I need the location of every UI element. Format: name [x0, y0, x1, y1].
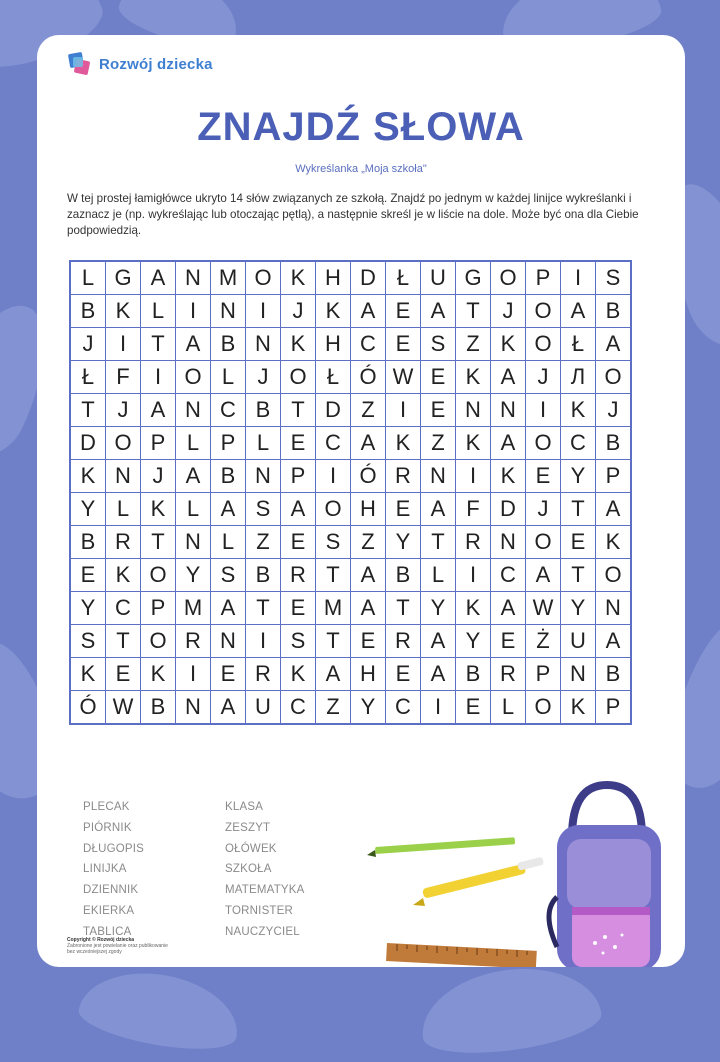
- word-list-item: PLECAK: [83, 801, 130, 813]
- grid-cell[interactable]: T: [561, 493, 596, 526]
- grid-cell[interactable]: A: [176, 460, 211, 493]
- grid-cell[interactable]: B: [246, 394, 281, 427]
- grid-cell[interactable]: A: [316, 658, 351, 691]
- grid-cell[interactable]: A: [526, 559, 561, 592]
- grid-cell[interactable]: B: [70, 526, 106, 559]
- pen-icon: [413, 857, 544, 906]
- grid-cell[interactable]: Z: [316, 691, 351, 725]
- grid-cell[interactable]: L: [70, 261, 106, 295]
- grid-cell[interactable]: O: [491, 261, 526, 295]
- footer-line-1: Copyright © Rozwój dziecka: [67, 937, 135, 943]
- grid-cell[interactable]: Ó: [70, 691, 106, 725]
- grid-cell[interactable]: K: [70, 658, 106, 691]
- grid-cell[interactable]: R: [386, 460, 421, 493]
- grid-cell[interactable]: E: [491, 625, 526, 658]
- grid-cell[interactable]: O: [526, 526, 561, 559]
- grid-cell[interactable]: O: [106, 427, 141, 460]
- grid-row: [70, 526, 631, 559]
- grid-cell[interactable]: N: [176, 394, 211, 427]
- grid-cell[interactable]: I: [456, 559, 491, 592]
- grid-cell[interactable]: P: [526, 658, 561, 691]
- grid-cell[interactable]: S: [281, 625, 316, 658]
- grid-cell[interactable]: J: [246, 361, 281, 394]
- grid-cell[interactable]: A: [351, 592, 386, 625]
- grid-cell[interactable]: B: [70, 295, 106, 328]
- grid-cell[interactable]: P: [526, 261, 561, 295]
- grid-cell[interactable]: R: [456, 526, 491, 559]
- grid-cell[interactable]: K: [456, 592, 491, 625]
- grid-cell[interactable]: A: [351, 295, 386, 328]
- grid-cell[interactable]: L: [141, 295, 176, 328]
- grid-cell[interactable]: A: [421, 295, 456, 328]
- grid-cell[interactable]: K: [141, 658, 176, 691]
- grid-cell[interactable]: C: [211, 394, 246, 427]
- grid-cell[interactable]: N: [211, 295, 246, 328]
- grid-cell[interactable]: Ł: [70, 361, 106, 394]
- logo-icon: [67, 51, 93, 77]
- grid-cell[interactable]: J: [281, 295, 316, 328]
- word-list-item: TORNISTER: [225, 904, 294, 917]
- grid-cell[interactable]: L: [211, 526, 246, 559]
- grid-cell[interactable]: E: [70, 559, 106, 592]
- grid-cell[interactable]: O: [526, 691, 561, 725]
- grid-row: [70, 427, 631, 460]
- grid-cell[interactable]: N: [211, 625, 246, 658]
- grid-cell[interactable]: K: [281, 328, 316, 361]
- word-list-item: MATEMATYKA: [225, 884, 305, 897]
- grid-cell[interactable]: L: [246, 427, 281, 460]
- grid-cell[interactable]: J: [106, 394, 141, 427]
- grid-cell[interactable]: N: [246, 460, 281, 493]
- grid-cell[interactable]: B: [211, 460, 246, 493]
- grid-cell[interactable]: W: [386, 361, 421, 394]
- grid-cell[interactable]: N: [491, 526, 526, 559]
- grid-cell[interactable]: A: [141, 261, 176, 295]
- grid-cell[interactable]: T: [141, 328, 176, 361]
- grid-cell[interactable]: I: [141, 361, 176, 394]
- grid-cell[interactable]: B: [386, 559, 421, 592]
- logo-text: Rozwój dziecka: [99, 55, 213, 73]
- grid-row: [70, 460, 631, 493]
- grid-cell[interactable]: F: [456, 493, 491, 526]
- worksheet-page: [37, 35, 685, 967]
- grid-cell[interactable]: E: [526, 460, 561, 493]
- grid-cell[interactable]: A: [596, 328, 632, 361]
- grid-cell[interactable]: A: [421, 493, 456, 526]
- grid-cell[interactable]: S: [246, 493, 281, 526]
- grid-cell[interactable]: B: [246, 559, 281, 592]
- grid-cell[interactable]: D: [491, 493, 526, 526]
- grid-row: [70, 625, 631, 658]
- grid-cell[interactable]: D: [70, 427, 106, 460]
- grid-cell[interactable]: Ł: [316, 361, 351, 394]
- grid-cell[interactable]: N: [176, 691, 211, 725]
- grid-cell[interactable]: U: [421, 261, 456, 295]
- grid-cell[interactable]: D: [316, 394, 351, 427]
- grid-cell[interactable]: Ł: [561, 328, 596, 361]
- grid-cell[interactable]: Л: [561, 361, 596, 394]
- grid-cell[interactable]: Y: [351, 691, 386, 725]
- grid-cell[interactable]: A: [351, 427, 386, 460]
- word-list-item: DZIENNIK: [83, 884, 139, 897]
- grid-cell[interactable]: K: [106, 559, 141, 592]
- word-list-item: KLASA: [225, 801, 264, 813]
- grid-cell[interactable]: T: [141, 526, 176, 559]
- grid-cell[interactable]: E: [421, 394, 456, 427]
- grid-cell[interactable]: P: [141, 592, 176, 625]
- grid-row: [70, 592, 631, 625]
- grid-cell[interactable]: B: [456, 658, 491, 691]
- grid-cell[interactable]: T: [421, 526, 456, 559]
- grid-cell[interactable]: K: [106, 295, 141, 328]
- grid-cell[interactable]: H: [351, 493, 386, 526]
- grid-cell[interactable]: P: [596, 460, 632, 493]
- grid-cell[interactable]: I: [421, 691, 456, 725]
- grid-cell[interactable]: K: [281, 261, 316, 295]
- grid-cell[interactable]: Y: [561, 460, 596, 493]
- grid-cell[interactable]: O: [526, 427, 561, 460]
- grid-cell[interactable]: K: [491, 328, 526, 361]
- footer-line-2: Zabronione jest powielanie oraz publikowanie: [67, 943, 168, 949]
- instructions-text: W tej prostej łamigłówce ukryto 14 słów związanych ze szkołą. Znajdź po jednym w każdej linijce wykreślanki i zaznacz je (np. wykreślając lub otoczając pętlą), a następnie skreśl je w liście na dole. Może być ona dla Ciebie podpowiedzią.: [67, 192, 639, 237]
- grid-cell[interactable]: J: [70, 328, 106, 361]
- grid-cell[interactable]: F: [106, 361, 141, 394]
- grid-cell[interactable]: L: [491, 691, 526, 725]
- grid-cell[interactable]: K: [491, 460, 526, 493]
- grid-cell[interactable]: J: [526, 493, 561, 526]
- grid-cell[interactable]: Y: [561, 592, 596, 625]
- grid-cell[interactable]: Y: [386, 526, 421, 559]
- grid-cell[interactable]: A: [491, 427, 526, 460]
- grid-row: [70, 361, 631, 394]
- grid-cell[interactable]: T: [386, 592, 421, 625]
- grid-cell[interactable]: I: [106, 328, 141, 361]
- grid-cell[interactable]: Ż: [526, 625, 561, 658]
- grid-cell[interactable]: E: [421, 361, 456, 394]
- page-title: ZNAJDŹ SŁOWA: [197, 105, 525, 149]
- grid-cell[interactable]: D: [351, 261, 386, 295]
- grid-cell[interactable]: E: [281, 427, 316, 460]
- grid-cell[interactable]: N: [456, 394, 491, 427]
- pencil-icon: [367, 837, 515, 857]
- grid-cell[interactable]: R: [281, 559, 316, 592]
- grid-cell[interactable]: K: [386, 427, 421, 460]
- grid-cell[interactable]: B: [596, 295, 632, 328]
- grid-cell[interactable]: N: [176, 526, 211, 559]
- grid-cell[interactable]: E: [106, 658, 141, 691]
- grid-cell[interactable]: T: [316, 625, 351, 658]
- grid-cell[interactable]: L: [176, 493, 211, 526]
- grid-cell[interactable]: E: [386, 658, 421, 691]
- grid-cell[interactable]: E: [281, 526, 316, 559]
- grid-cell[interactable]: C: [106, 592, 141, 625]
- grid-cell[interactable]: L: [421, 559, 456, 592]
- grid-cell[interactable]: K: [141, 493, 176, 526]
- grid-cell[interactable]: E: [456, 691, 491, 725]
- grid-cell[interactable]: J: [141, 460, 176, 493]
- page-subtitle: Wykreślanka „Moja szkoła": [295, 163, 427, 175]
- grid-cell[interactable]: B: [596, 427, 632, 460]
- grid-cell[interactable]: A: [351, 559, 386, 592]
- grid-cell[interactable]: R: [491, 658, 526, 691]
- grid-cell[interactable]: S: [596, 261, 632, 295]
- grid-cell[interactable]: R: [106, 526, 141, 559]
- grid-cell[interactable]: E: [386, 493, 421, 526]
- grid-cell[interactable]: I: [386, 394, 421, 427]
- grid-cell[interactable]: I: [456, 460, 491, 493]
- school-supplies-illustration: [367, 777, 667, 967]
- grid-cell[interactable]: K: [316, 295, 351, 328]
- grid-cell[interactable]: K: [561, 394, 596, 427]
- grid-cell[interactable]: J: [491, 295, 526, 328]
- grid-cell[interactable]: Ó: [351, 460, 386, 493]
- grid-cell[interactable]: E: [281, 592, 316, 625]
- grid-cell[interactable]: S: [316, 526, 351, 559]
- grid-cell[interactable]: R: [386, 625, 421, 658]
- grid-cell[interactable]: A: [176, 328, 211, 361]
- background-leaf: [415, 958, 604, 1062]
- grid-cell[interactable]: I: [561, 261, 596, 295]
- grid-cell[interactable]: A: [561, 295, 596, 328]
- word-list-column-2: [225, 797, 305, 943]
- grid-cell[interactable]: N: [596, 592, 632, 625]
- grid-cell[interactable]: T: [70, 394, 106, 427]
- grid-cell[interactable]: I: [316, 460, 351, 493]
- word-list-item: NAUCZYCIEL: [225, 925, 300, 938]
- grid-cell[interactable]: W: [526, 592, 561, 625]
- grid-cell[interactable]: Y: [456, 625, 491, 658]
- ruler-icon: [386, 943, 537, 967]
- word-list-item: SZKOŁA: [225, 863, 272, 876]
- grid-cell[interactable]: A: [491, 592, 526, 625]
- grid-row: [70, 691, 631, 725]
- grid-cell[interactable]: O: [141, 559, 176, 592]
- grid-cell[interactable]: T: [561, 559, 596, 592]
- grid-cell[interactable]: C: [561, 427, 596, 460]
- grid-row: [70, 559, 631, 592]
- grid-cell[interactable]: Ó: [351, 361, 386, 394]
- grid-cell[interactable]: I: [176, 658, 211, 691]
- grid-cell[interactable]: S: [70, 625, 106, 658]
- grid-cell[interactable]: L: [176, 427, 211, 460]
- grid-row: [70, 261, 631, 295]
- grid-cell[interactable]: Z: [351, 526, 386, 559]
- grid-cell[interactable]: J: [526, 361, 561, 394]
- grid-cell[interactable]: T: [106, 625, 141, 658]
- grid-cell[interactable]: N: [106, 460, 141, 493]
- grid-cell[interactable]: A: [491, 361, 526, 394]
- grid-cell[interactable]: O: [141, 625, 176, 658]
- word-list-item: TABLICA: [83, 925, 132, 938]
- grid-cell[interactable]: G: [106, 261, 141, 295]
- grid-cell[interactable]: N: [491, 394, 526, 427]
- grid-cell[interactable]: T: [281, 394, 316, 427]
- grid-row: [70, 328, 631, 361]
- grid-cell[interactable]: H: [316, 261, 351, 295]
- grid-cell[interactable]: I: [246, 295, 281, 328]
- word-list-item: LINIJKA: [83, 863, 127, 876]
- grid-cell[interactable]: K: [70, 460, 106, 493]
- grid-cell[interactable]: Y: [421, 592, 456, 625]
- grid-cell[interactable]: P: [596, 691, 632, 725]
- grid-cell[interactable]: O: [281, 361, 316, 394]
- grid-row: [70, 295, 631, 328]
- grid-cell[interactable]: E: [386, 328, 421, 361]
- grid-cell[interactable]: Z: [246, 526, 281, 559]
- grid-cell[interactable]: О: [596, 361, 632, 394]
- grid-cell[interactable]: P: [141, 427, 176, 460]
- grid-cell[interactable]: A: [596, 625, 632, 658]
- grid-row: [70, 394, 631, 427]
- grid-cell[interactable]: O: [596, 559, 632, 592]
- grid-cell[interactable]: C: [491, 559, 526, 592]
- grid-cell[interactable]: E: [386, 295, 421, 328]
- grid-cell[interactable]: S: [421, 328, 456, 361]
- grid-cell[interactable]: Y: [70, 592, 106, 625]
- grid-cell[interactable]: O: [526, 295, 561, 328]
- grid-cell[interactable]: N: [561, 658, 596, 691]
- grid-cell[interactable]: N: [246, 328, 281, 361]
- grid-cell[interactable]: H: [316, 328, 351, 361]
- grid-cell[interactable]: U: [561, 625, 596, 658]
- grid-cell[interactable]: A: [421, 625, 456, 658]
- grid-cell[interactable]: S: [211, 559, 246, 592]
- grid-cell[interactable]: Z: [351, 394, 386, 427]
- grid-cell[interactable]: A: [211, 691, 246, 725]
- grid-row: [70, 658, 631, 691]
- grid-cell[interactable]: T: [316, 559, 351, 592]
- grid-cell[interactable]: B: [596, 658, 632, 691]
- grid-cell[interactable]: O: [316, 493, 351, 526]
- grid-cell[interactable]: W: [106, 691, 141, 725]
- grid-cell[interactable]: N: [421, 460, 456, 493]
- grid-cell[interactable]: J: [596, 394, 632, 427]
- grid-cell[interactable]: O: [246, 261, 281, 295]
- grid-cell[interactable]: A: [211, 493, 246, 526]
- grid-cell[interactable]: C: [351, 328, 386, 361]
- grid-cell[interactable]: K: [561, 691, 596, 725]
- grid-cell[interactable]: C: [281, 691, 316, 725]
- background-leaf: [75, 962, 245, 1059]
- grid-cell[interactable]: Ł: [386, 261, 421, 295]
- grid-cell[interactable]: Y: [70, 493, 106, 526]
- word-list-item: PIÓRNIK: [83, 821, 132, 834]
- word-list-item: DŁUGOPIS: [83, 842, 145, 855]
- grid-cell[interactable]: I: [176, 295, 211, 328]
- grid-cell[interactable]: I: [526, 394, 561, 427]
- grid-cell[interactable]: E: [351, 625, 386, 658]
- grid-cell[interactable]: O: [526, 328, 561, 361]
- grid-cell[interactable]: E: [561, 526, 596, 559]
- word-list-item: EKIERKA: [83, 904, 135, 917]
- grid-cell[interactable]: G: [456, 261, 491, 295]
- logo[interactable]: [67, 51, 213, 77]
- grid-row: [70, 493, 631, 526]
- grid-cell[interactable]: L: [211, 361, 246, 394]
- word-list-item: ZESZYT: [225, 821, 271, 834]
- grid-cell[interactable]: U: [246, 691, 281, 725]
- word-search-grid: [69, 260, 632, 725]
- grid-cell[interactable]: R: [246, 658, 281, 691]
- word-list-item: OŁÓWEK: [225, 842, 277, 855]
- grid-cell[interactable]: K: [596, 526, 632, 559]
- grid-cell[interactable]: A: [596, 493, 632, 526]
- grid-cell[interactable]: Z: [421, 427, 456, 460]
- grid-cell[interactable]: K: [456, 361, 491, 394]
- grid-cell[interactable]: A: [281, 493, 316, 526]
- grid-cell[interactable]: O: [176, 361, 211, 394]
- grid-cell[interactable]: Z: [456, 328, 491, 361]
- backpack-icon: [549, 785, 661, 967]
- word-list-column-1: [83, 797, 144, 943]
- grid-cell[interactable]: C: [316, 427, 351, 460]
- copyright-footer: [67, 937, 168, 955]
- grid-cell[interactable]: P: [211, 427, 246, 460]
- grid-cell[interactable]: K: [281, 658, 316, 691]
- grid-cell[interactable]: A: [211, 592, 246, 625]
- grid-cell[interactable]: H: [351, 658, 386, 691]
- grid-cell[interactable]: E: [211, 658, 246, 691]
- grid-cell[interactable]: T: [456, 295, 491, 328]
- grid-cell[interactable]: B: [141, 691, 176, 725]
- grid-cell[interactable]: M: [176, 592, 211, 625]
- grid-cell[interactable]: M: [316, 592, 351, 625]
- grid-cell[interactable]: R: [176, 625, 211, 658]
- grid-cell[interactable]: K: [456, 427, 491, 460]
- grid-cell[interactable]: T: [246, 592, 281, 625]
- grid-cell[interactable]: M: [211, 261, 246, 295]
- grid-cell[interactable]: B: [211, 328, 246, 361]
- footer-line-3: bez wcześniejszej zgody: [67, 949, 122, 955]
- grid-cell[interactable]: L: [106, 493, 141, 526]
- grid-cell[interactable]: A: [421, 658, 456, 691]
- grid-cell[interactable]: N: [176, 261, 211, 295]
- grid-cell[interactable]: I: [246, 625, 281, 658]
- grid-cell[interactable]: Y: [176, 559, 211, 592]
- grid-cell[interactable]: A: [141, 394, 176, 427]
- grid-cell[interactable]: C: [386, 691, 421, 725]
- grid-cell[interactable]: P: [281, 460, 316, 493]
